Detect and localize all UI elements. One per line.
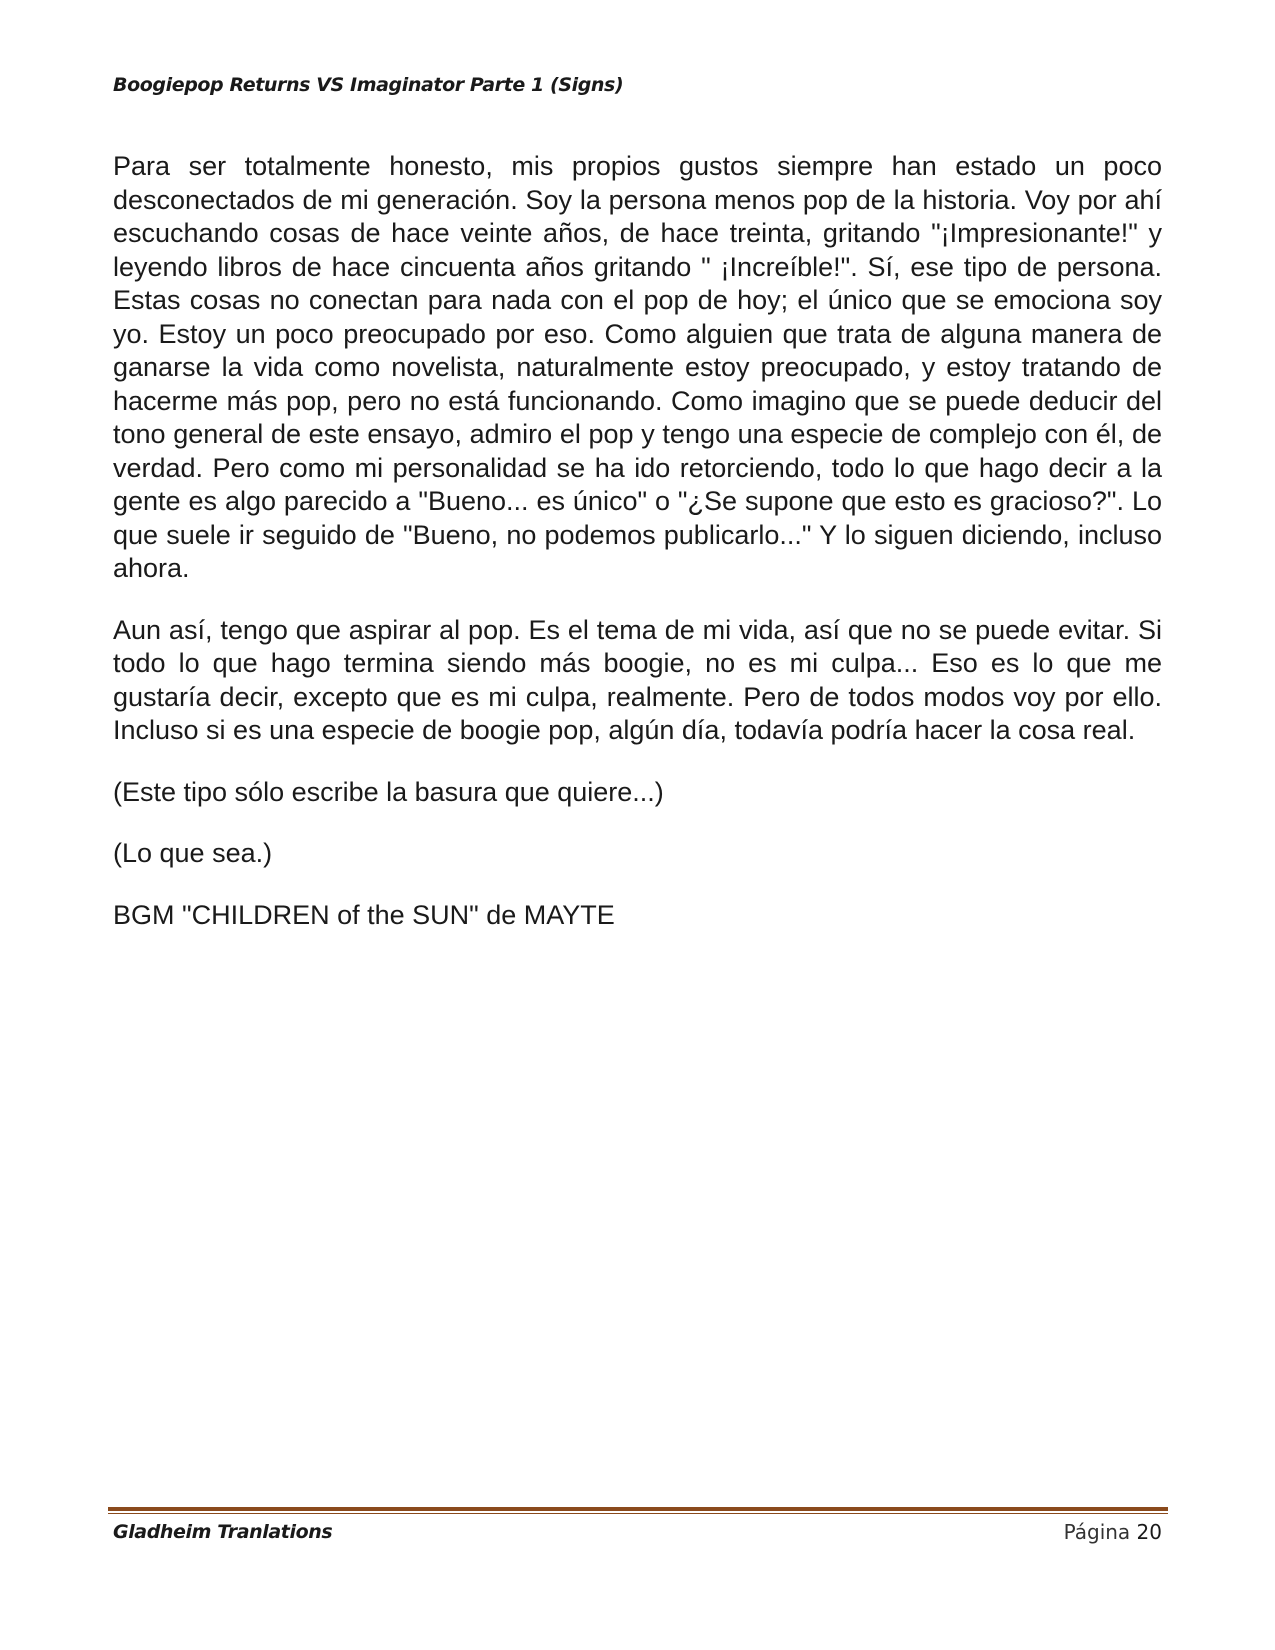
page-number: 20	[1136, 1520, 1162, 1544]
paragraph-3: (Este tipo sólo escribe la basura que quiere...)	[113, 776, 664, 807]
footer-page-indicator	[1064, 1520, 1162, 1544]
paragraph-1: Para ser totalmente honesto, mis propios gustos siempre han estado un poco desconectados de mi generación. Soy la persona menos pop de la historia. Voy por ahí escuchando cosas de hace veinte años, de hace treinta, gritando "¡Impresionante!" y leyendo libros de hace cincuenta años gritando " ¡Increíble!". Sí, ese tipo de persona. Estas cosas no conectan para nada con el pop de hoy; el único que se emociona soy yo. Estoy un poco preocupado por eso. Como alguien que trata de alguna manera de ganarse la vida como novelista, naturalmente estoy preocupado, y estoy tratando de hacerme más pop, pero no está funcionando. Como imagino que se puede deducir del tono general de este ensayo, admiro el pop y tengo una especie de complejo con él, de verdad. Pero como mi personalidad se ha ido retorciendo, todo lo que hago decir a la gente es algo parecido a "Bueno... es único" o "¿Se supone que esto es gracioso?". Lo que suele ir seguido de "Bueno, no podemos publicarlo..." Y lo siguen diciendo, incluso ahora.	[113, 151, 1162, 583]
page-header-title: Boogiepop Returns VS Imaginator Parte 1 (Signs)	[113, 74, 624, 96]
footer-divider-thick	[108, 1507, 1168, 1511]
page-label: Página	[1063, 1520, 1131, 1544]
paragraph-5: BGM "CHILDREN of the SUN" de MAYTE	[113, 899, 615, 930]
footer-publisher: Gladheim Tranlations	[113, 1521, 333, 1543]
footer-divider-thin	[108, 1513, 1168, 1514]
paragraph-4: (Lo que sea.)	[113, 838, 273, 868]
paragraph-2: Aun así, tengo que aspirar al pop. Es el tema de mi vida, así que no se puede evitar. Si todo lo que hago termina siendo más boogie, no es mi culpa... Eso es lo que me gustaría decir, excepto que es mi culpa, realmente. Pero de todos modos voy por ello. Incluso si es una especie de boogie pop, algún día, todavía podría hacer la cosa real.	[113, 614, 1162, 745]
document-body	[113, 150, 1162, 960]
